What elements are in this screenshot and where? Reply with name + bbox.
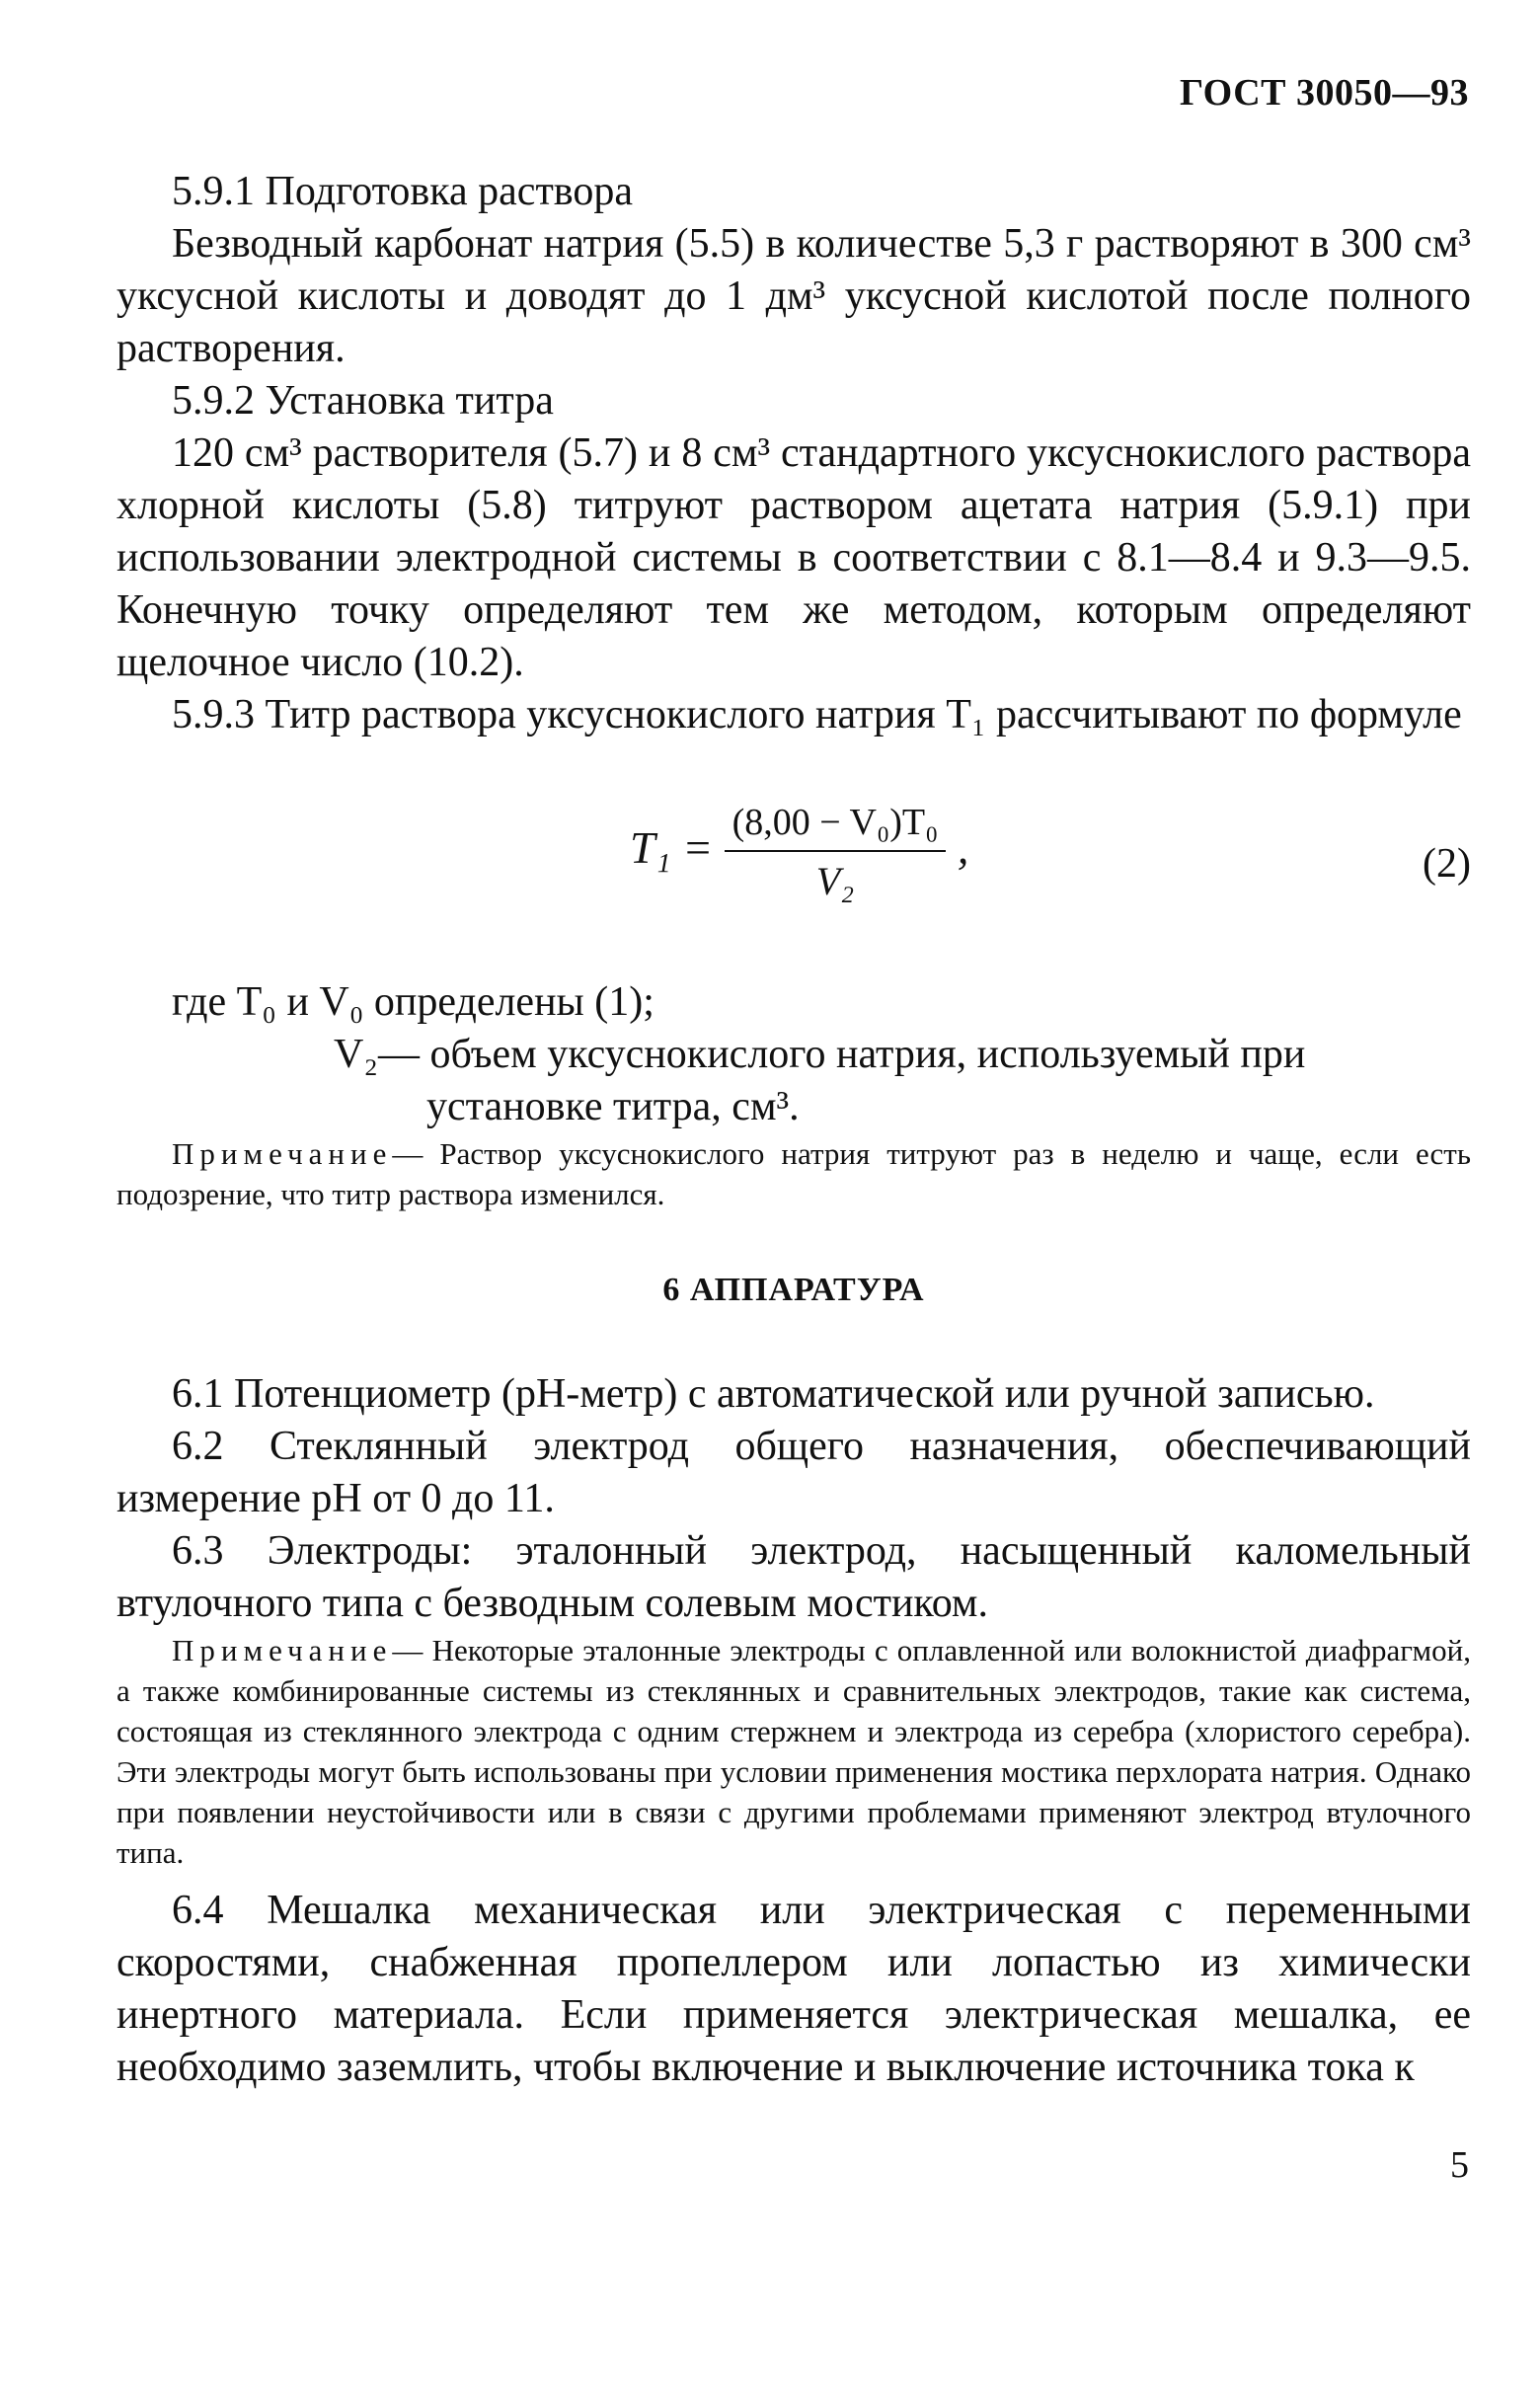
where-v2-line-2: установке титра, см³. <box>426 1084 800 1129</box>
formula <box>630 801 968 904</box>
formula-trailing-comma: , <box>957 822 969 874</box>
clause-5-9-1-text: Безводный карбонат натрия (5.5) в количестве 5,3 г растворяют в 300 см³ уксусной кислоты и доводят до 1 дм³ уксусной кислотой после полного растворения. <box>116 221 1471 371</box>
document-body <box>116 166 1471 2094</box>
note-1-text: — Раствор уксуснокислого натрия титруют раз в неделю и чаще, если есть подозрение, что титр раствора изменился. <box>116 1136 1471 1211</box>
clause-5-9-2-title: 5.9.2 Установка титра <box>172 378 554 424</box>
clause-6-1: 6.1 Потенциометр (рН-метр) с автоматической или ручной записью. <box>172 1371 1375 1417</box>
note-2 <box>116 1630 1471 1873</box>
formula-numerator: (8,00 − V₀)T₀ <box>725 801 947 852</box>
formula-fraction <box>725 801 947 904</box>
where-line: где T₀ и V₀ определены (1); <box>172 979 654 1025</box>
clause-5-9-1-title: 5.9.1 Подготовка раствора <box>172 169 633 214</box>
note-2-label: Примечание <box>172 1633 393 1667</box>
note-1-label: Примечание <box>172 1136 393 1171</box>
formula-denominator: V₂ <box>815 859 855 903</box>
clause-6-3: 6.3 Электроды: эталонный электрод, насыщенный каломельный втулочного типа с безводным солевым мостиком. <box>116 1528 1471 1626</box>
note-2-text: — Некоторые эталонные электроды с оплавленной или волокнистой диафрагмой, а также комбинированные системы из стеклянных и сравнительных электродов, такие как система, состоящая из стеклянного электрода с одним стержнем и электрода из серебра (хлористого серебра). Эти электроды могут быть использованы при условии применения мостика перхлората натрия. Однако при появлении неустойчивости или в связи с другими проблемами применяют электрод втулочного типа. <box>116 1633 1471 1870</box>
clause-5-9-2-text: 120 см³ растворителя (5.7) и 8 см³ стандартного уксуснокислого раствора хлорной кислоты (5.8) титруют раствором ацетата натрия (5.9.1) при использовании электродной системы в соответствии с 8.1—8.4 и 9.3—9.5. Конечную точку определяют тем же методом, которым определяют щелочное число (10.2). <box>116 430 1471 685</box>
page-number: 5 <box>1450 2144 1469 2186</box>
clause-5-9-3-text: 5.9.3 Титр раствора уксуснокислого натрия T₁ рассчитывают по формуле <box>172 692 1462 737</box>
clause-6-4: 6.4 Мешалка механическая или электрическая с переменными скоростями, снабженная пропеллером или лопастью из химически инертного материала. Если применяется электрическая мешалка, ее необходимо заземлить, чтобы включение и выключение источника тока к <box>116 1888 1471 2090</box>
document-code-header: ГОСТ 30050—93 <box>1179 72 1469 114</box>
formula-lhs: T₁ = <box>630 822 714 874</box>
where-v2-line-1: V₂— объем уксуснокислого натрия, используемый при <box>334 1032 1306 1077</box>
section-6-title: 6 АППАРАТУРА <box>662 1272 925 1308</box>
note-1 <box>116 1133 1471 1214</box>
formula-block <box>116 801 1471 949</box>
clause-6-2: 6.2 Стеклянный электрод общего назначения, обеспечивающий измерение рН от 0 до 11. <box>116 1424 1471 1521</box>
equation-number: (2) <box>1423 841 1471 887</box>
